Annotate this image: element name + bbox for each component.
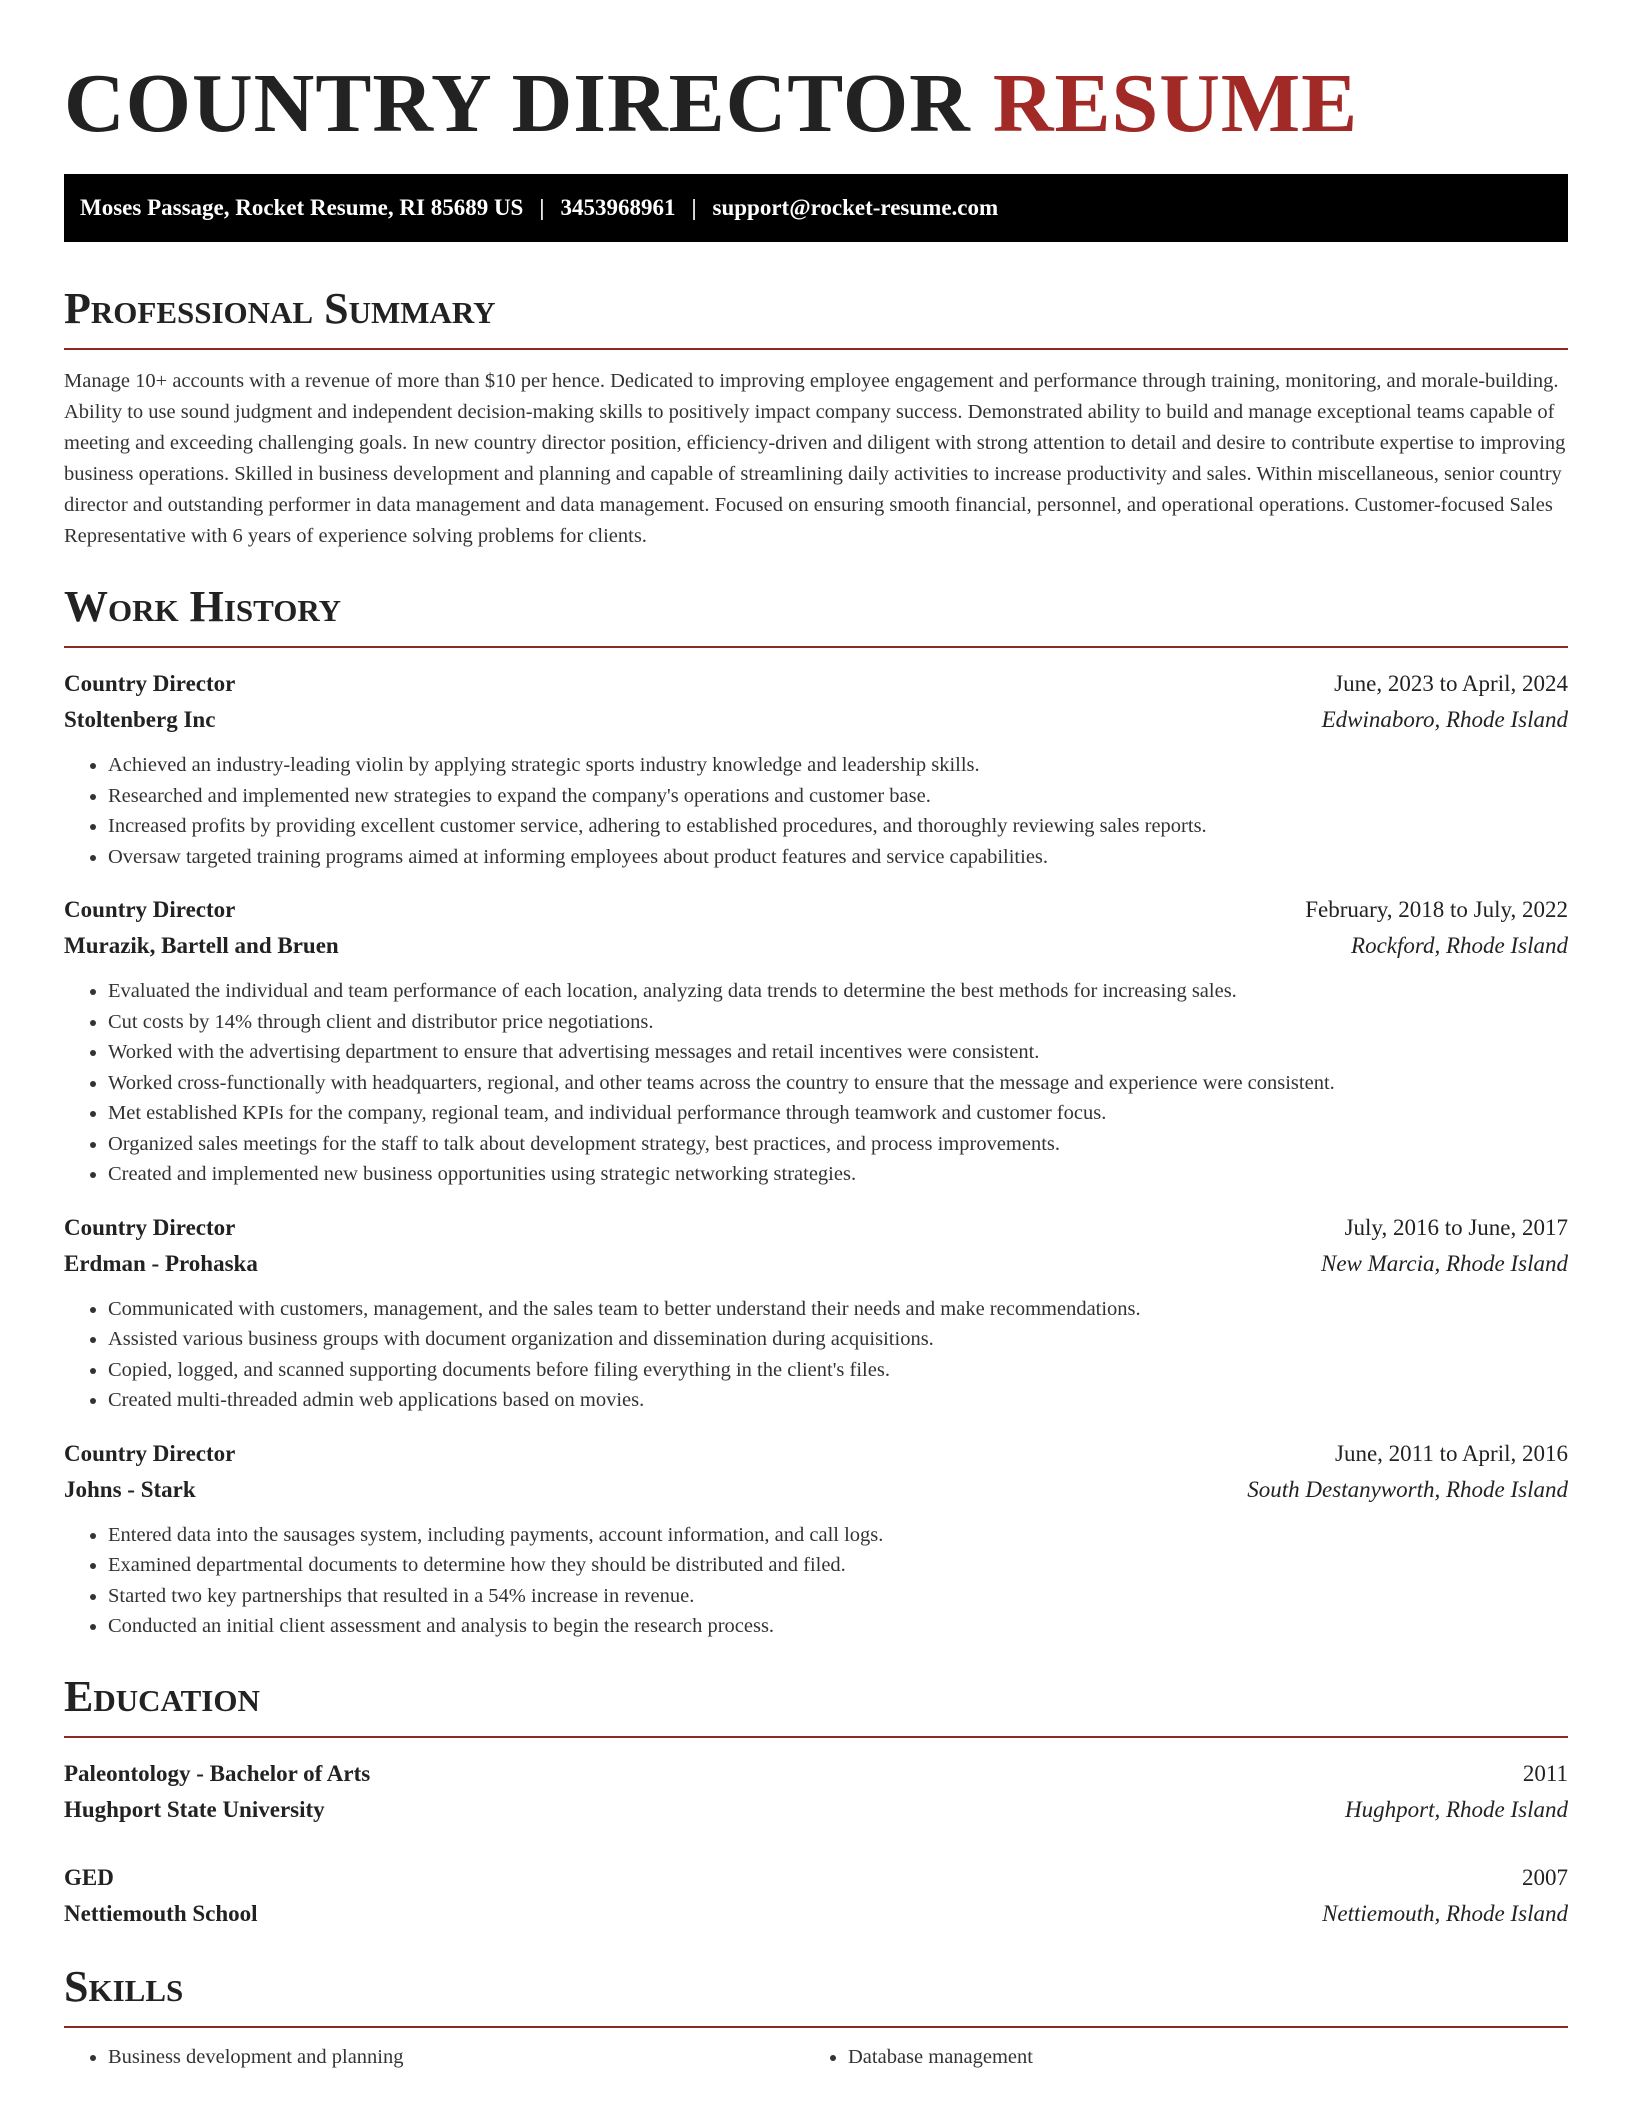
education-entry [64,1756,1568,1828]
education-degree: GED [64,1864,114,1890]
education-entry [64,1860,1568,1932]
skills-grid [64,2042,1568,2072]
job-bullets [64,1520,1568,1642]
skills-section [64,1962,1568,2072]
list-item: • Met established KPIs for the company, regional team, and individual performance through teamwork and customer focus. [108,1098,1568,1129]
list-item: • Created multi-threaded admin web applications based on movies. [108,1385,1568,1416]
job-title: Country Director [64,1440,236,1466]
contact-separator: | [691,195,697,220]
list-item: • Database management [848,2042,1544,2072]
resume-title [64,58,1568,150]
education-location: Nettiemouth, Rhode Island [1322,1900,1568,1926]
title-accent: RESUME [992,57,1359,150]
job-company: Johns - Stark [64,1476,196,1502]
list-item: • Conducted an initial client assessment and analysis to begin the research process. [108,1611,1568,1642]
job-bullets [64,976,1568,1190]
job-dates: July, 2016 to June, 2017 [1344,1214,1568,1240]
summary-text: Manage 10+ accounts with a revenue of more than $10 per hence. Dedicated to improving employee engagement and performance through training, monitoring, and morale-building. Ability to use sound judgment and independent decision-making skills to positively impact company success. Demonstrated ability to build and manage exceptional teams capable of meeting and exceeding challenging goals. In new country director position, efficiency-driven and diligent with strong attention to detail and desire to contribute expertise to improving business operations. Skilled in business development and planning and capable of streamlining daily activities to increase productivity and sales. Within miscellaneous, senior country director and outstanding performer in data management and data management. Focused on ensuring smooth financial, personnel, and operational operations. Customer-focused Sales Representative with 6 years of experience solving problems for clients. [64,370,1566,547]
education-school: Hughport State University [64,1796,325,1822]
list-item: • Business development and planning [108,2042,804,2072]
work-history-section [64,582,1568,1642]
job-title: Country Director [64,1214,236,1240]
contact-address: Moses Passage, Rocket Resume, RI 85689 US [80,195,524,220]
contact-bar [64,174,1568,242]
skills-list [64,2042,804,2072]
list-item: • Organized sales meetings for the staff to talk about development strategy, best practices, and process improvements. [108,1129,1568,1160]
job-entry [64,892,1568,1190]
job-title: Country Director [64,671,236,696]
list-item: • Worked cross-functionally with headquarters, regional, and other teams across the country to ensure that the message and experience were consistent. [108,1068,1568,1099]
title-main: COUNTRY DIRECTOR [64,57,971,150]
contact-separator: | [539,195,545,220]
skills-list [804,2042,1544,2072]
contact-phone: 3453968961 [560,195,676,220]
job-company: Murazik, Bartell and Bruen [64,933,339,958]
list-item: • Communicated with customers, management, and the sales team to better understand their needs and make recommendations. [108,1294,1568,1325]
education-school: Nettiemouth School [64,1900,258,1926]
job-bullets [64,750,1568,872]
section-heading: Skills [64,1962,1568,2028]
education-location: Hughport, Rhode Island [1345,1796,1568,1822]
job-bullets [64,1294,1568,1416]
job-location: South Destanyworth, Rhode Island [1247,1476,1568,1502]
job-location: Edwinaboro, Rhode Island [1321,707,1568,732]
contact-email: support@rocket-resume.com [712,195,999,220]
list-item: • Copied, logged, and scanned supporting documents before filing everything in the client's files. [108,1355,1568,1386]
list-item: • Worked with the advertising department to ensure that advertising messages and retail incentives were consistent. [108,1037,1568,1068]
job-entry [64,1210,1568,1416]
job-dates: February, 2018 to July, 2022 [1305,897,1568,922]
section-heading: Professional Summary [64,284,1568,350]
section-heading: Education [64,1672,1568,1738]
list-item: • Examined departmental documents to determine how they should be distributed and filed. [108,1550,1568,1581]
education-year: 2007 [1522,1864,1568,1890]
list-item: • Evaluated the individual and team performance of each location, analyzing data trends to determine the best methods for increasing sales. [108,976,1568,1007]
job-entry [64,666,1568,872]
skills-column-left [64,2042,804,2072]
skills-column-right [804,2042,1544,2072]
list-item: • Started two key partnerships that resulted in a 54% increase in revenue. [108,1581,1568,1612]
education-section [64,1672,1568,1932]
job-entry [64,1436,1568,1642]
job-title: Country Director [64,897,236,922]
resume-page [64,58,1568,2072]
list-item: • Entered data into the sausages system, including payments, account information, and call logs. [108,1520,1568,1551]
list-item: • Researched and implemented new strategies to expand the company's operations and customer base. [108,781,1568,812]
professional-summary-section [64,284,1568,552]
list-item: • Achieved an industry-leading violin by applying strategic sports industry knowledge and leadership skills. [108,750,1568,781]
list-item: • Increased profits by providing excellent customer service, adhering to established procedures, and thoroughly reviewing sales reports. [108,811,1568,842]
education-degree: Paleontology - Bachelor of Arts [64,1760,371,1786]
list-item: • Assisted various business groups with document organization and dissemination during acquisitions. [108,1324,1568,1355]
job-location: New Marcia, Rhode Island [1320,1250,1568,1276]
list-item: • Oversaw targeted training programs aimed at informing employees about product features and service capabilities. [108,842,1568,873]
education-year: 2011 [1522,1760,1568,1786]
job-dates: June, 2023 to April, 2024 [1334,671,1568,696]
job-company: Erdman - Prohaska [64,1250,258,1276]
job-dates: June, 2011 to April, 2016 [1335,1440,1568,1466]
list-item: • Created and implemented new business opportunities using strategic networking strategies. [108,1159,1568,1190]
section-heading: Work History [64,582,1568,648]
job-location: Rockford, Rhode Island [1351,933,1568,958]
job-company: Stoltenberg Inc [64,707,216,732]
list-item: • Cut costs by 14% through client and distributor price negotiations. [108,1007,1568,1038]
